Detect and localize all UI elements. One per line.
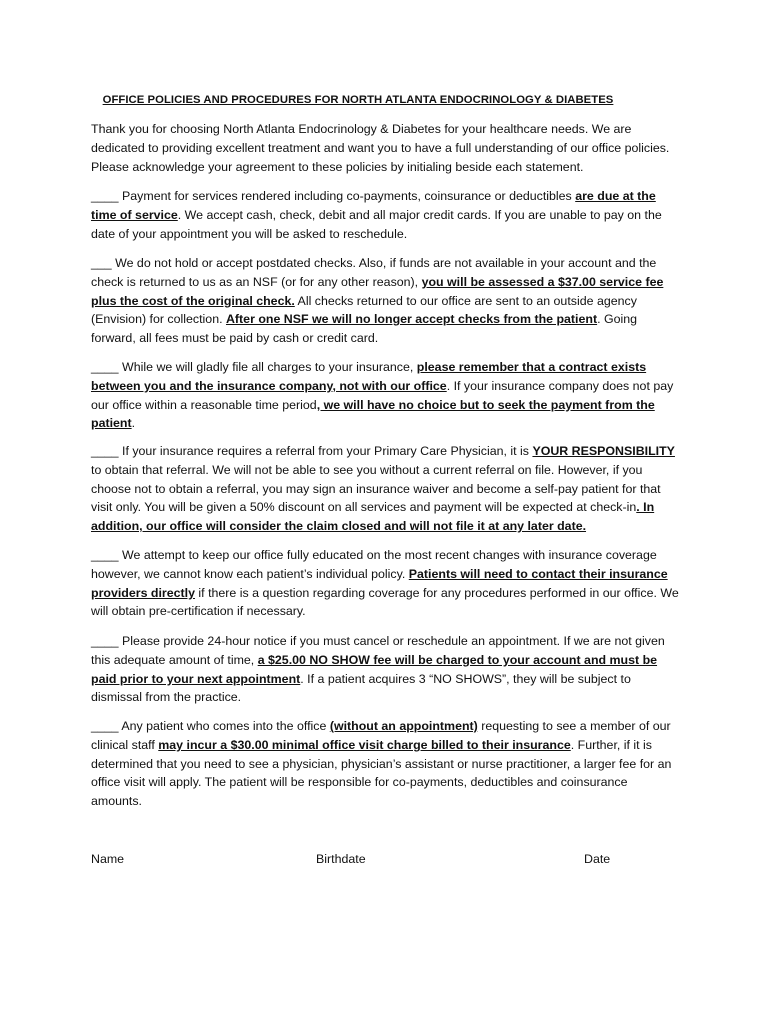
policy-text: All checks returned to our office are sent to an outside agency (Envision) for collection. — [91, 293, 637, 327]
policy-text: Please provide 24-hour notice if you must cancel or reschedule an appointment. If we are not given this adequate amount of time, — [91, 634, 665, 667]
policy-walk-in — [91, 717, 681, 811]
policy-emphasis: . In addition, our office will consider the claim closed and will not file it at any later date. — [91, 500, 655, 534]
policy-checks — [91, 254, 681, 348]
page-title: OFFICE POLICIES AND PROCEDURES FOR NORTH ATLANTA ENDOCRINOLOGY & DIABETES — [102, 94, 614, 106]
policy-text: . Going forward, all fees must be paid by cash or credit card. — [91, 312, 638, 346]
policy-text: We do not hold or accept postdated checks. Also, if funds are not available in your account and the check is returned to us as an NSF (or for any other reason), — [91, 256, 657, 289]
policy-text: While we will gladly file all charges to your insurance, — [118, 360, 417, 374]
initial-blank[interactable]: ____ — [91, 634, 119, 648]
policy-emphasis: you will be assessed a $37.00 service fee plus the cost of the original check. — [91, 274, 664, 308]
birthdate-label: Birthdate — [316, 852, 366, 866]
policy-no-show — [91, 632, 681, 707]
policy-text: . We accept cash, check, debit and all major credit cards. If you are unable to pay on the date of your appointment you will be asked to reschedule. — [91, 207, 662, 241]
policy-text: We attempt to keep our office fully educated on the most recent changes with insurance coverage however, we cannot know each patient’s individual policy. — [91, 548, 657, 581]
policy-text: . If a patient acquires 3 “NO SHOWS”, they will be subject to dismissal from the practice. — [91, 671, 631, 705]
name-label: Name — [91, 852, 125, 866]
policy-emphasis: After one NSF we will no longer accept checks from the patient — [225, 312, 598, 327]
policy-text: requesting to see a member of our clinical staff — [91, 719, 671, 752]
intro-paragraph: Thank you for choosing North Atlanta Endocrinology & Diabetes for your healthcare needs. We are dedicated to providing excellent treatment and want you to have a full understanding of our office policies. Please acknowledge your agreement to these policies by initialing beside each statement. — [91, 122, 670, 174]
policy-text: if there is a question regarding coverage for any procedures performed in our office. We will obtain pre-certification if necessary. — [91, 585, 679, 619]
policy-payment — [91, 187, 681, 243]
initial-blank[interactable]: ____ — [91, 189, 119, 203]
policy-emphasis: please remember that a contract exists between you and the insurance company, not with our office — [91, 360, 647, 393]
policy-emphasis: may incur a $30.00 minimal office visit charge billed to their insurance — [158, 737, 571, 752]
policy-text: If your insurance requires a referral from your Primary Care Physician, it is — [118, 444, 533, 458]
initial-blank[interactable]: ___ — [91, 256, 112, 270]
initial-blank[interactable]: ____ — [91, 719, 119, 733]
policy-emphasis: YOUR RESPONSIBILITY — [532, 444, 675, 458]
policy-emphasis: (without an appointment) — [329, 719, 478, 733]
policy-text: . If your insurance company does not pay our office within a reasonable time period — [91, 378, 674, 412]
date-label: Date — [584, 852, 611, 866]
policy-text: . Further, if it is determined that you need to see a physician, physician’s assistant or nurse practitioner, a larger fee for an office visit will apply. The patient will be responsible for co-payments, deductibles and coinsurance amounts. — [91, 737, 672, 809]
initial-blank[interactable]: ____ — [91, 548, 119, 562]
policy-text: Any patient who comes into the office — [118, 719, 330, 733]
policy-insurance-filing — [91, 358, 681, 433]
policy-text: . — [131, 416, 136, 431]
initial-blank[interactable]: ____ — [91, 444, 119, 458]
policy-text: to obtain that referral. We will not be able to see you without a current referral on file. However, if you choose not to obtain a referral, you may sign an insurance waiver and become a self-pay patient for that visit only. You will be given a 50% discount on all services and payment will be expected at check-in — [91, 462, 661, 515]
policy-text: Payment for services rendered including co-payments, coinsurance or deductibles — [118, 189, 576, 203]
policy-emphasis: a $25.00 NO SHOW fee will be charged to your account and must be paid prior to your next appointment — [91, 652, 658, 686]
policy-coverage — [91, 546, 681, 621]
policy-referral — [91, 442, 681, 536]
policy-emphasis: , we will have no choice but to seek the payment from the patient — [91, 397, 655, 431]
initial-blank[interactable]: ____ — [91, 360, 119, 374]
policy-emphasis: Patients will need to contact their insurance providers directly — [91, 566, 668, 600]
policy-emphasis: are due at the time of service — [91, 189, 656, 222]
